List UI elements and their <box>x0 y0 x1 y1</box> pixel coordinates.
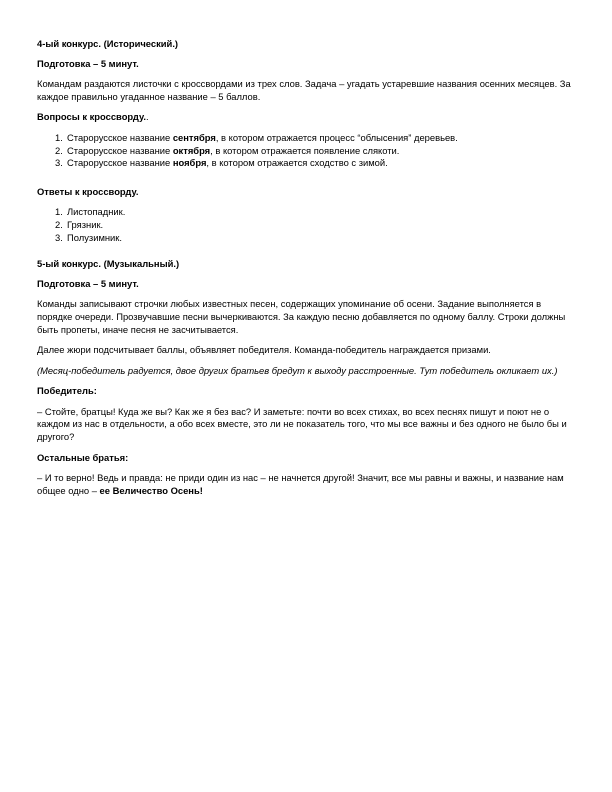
winner-speech: – Стойте, братцы! Куда же вы? Как же я без вас? И заметьте: почти во всех стихах, во всех песнях пишут и поют не о каждом из нас в отдельности, а обо всех вместе, это ли не показатель того, что мы все важны и без одного не было бы и другого? <box>37 405 567 443</box>
list-number: 1. <box>55 206 63 218</box>
winner-heading: Победитель: <box>37 385 97 397</box>
contest4-title: 4-ый конкурс. (Исторический.) <box>37 38 179 49</box>
list-number: 1. <box>55 131 63 143</box>
contest4-intro: Командам раздаются листочки с кроссвордами из трех слов. Задача – угадать устаревшие названия осенних месяцев. За каждое правильно угаданное название – 5 баллов. <box>37 78 571 102</box>
question-text: Старорусское название <box>67 131 173 143</box>
questions-list <box>37 132 577 170</box>
contest4-prep: Подготовка – 5 минут. <box>37 57 139 69</box>
brothers-speech-text: – И то верно! Ведь и правда: не приди один из нас – не начнется другой! Значит, все мы равны и важны, и название нам общее одно – <box>37 472 564 496</box>
contest5-title: 5-ый конкурс. (Музыкальный.) <box>37 258 180 270</box>
brothers-heading: Остальные братья: <box>37 451 129 463</box>
answer-text: Листопадник. <box>67 206 126 218</box>
question-text: Старорусское название <box>67 157 173 169</box>
list-item <box>37 132 577 145</box>
list-number: 2. <box>55 144 63 156</box>
list-item <box>37 219 577 232</box>
document-page <box>37 38 577 497</box>
contest5-intro: Команды записывают строчки любых известных песен, содержащих упоминание об осени. Задание выполняется в порядке очереди. Прозвучавшие песни вычеркиваются. За каждую песню добавляется по одному баллу. Строки должны быть пропеты, иначе песня не засчитывается. <box>37 298 566 335</box>
list-number: 3. <box>55 231 63 243</box>
contest5-prep: Подготовка – 5 минут. <box>37 277 139 289</box>
answers-list <box>37 206 577 244</box>
question-month: сентября <box>172 131 216 143</box>
brothers-speech-emphasis: ее Величество Осень! <box>99 484 203 496</box>
answer-text: Грязник. <box>67 218 104 230</box>
list-number: 2. <box>55 218 63 230</box>
question-text: , в котором отражается сходство с зимой. <box>206 157 388 169</box>
question-month: октября <box>172 144 211 156</box>
question-text: , в котором отражается процесс “облысения” деревьев. <box>215 131 458 143</box>
list-item <box>37 157 577 170</box>
brothers-speech <box>37 472 577 497</box>
question-text: , в котором отражается появление слякоти. <box>210 144 400 156</box>
question-text: Старорусское название <box>67 144 173 156</box>
list-number: 3. <box>55 157 63 169</box>
questions-title-suffix: . <box>145 111 149 123</box>
answer-text: Полузимник. <box>67 231 123 243</box>
question-month: ноября <box>172 157 207 169</box>
list-item <box>37 232 577 245</box>
list-item <box>37 145 577 158</box>
list-item <box>37 206 577 219</box>
contest4-answers-heading: Ответы к кроссворду. <box>37 185 139 197</box>
questions-title: Вопросы к кроссворду. <box>37 111 146 123</box>
contest5-jury: Далее жюри подсчитывает баллы, объявляет победителя. Команда-победитель награждается призами. <box>37 344 491 356</box>
contest4-questions-heading <box>37 111 577 124</box>
stage-note: (Месяц-победитель радуется, двое других братьев бредут к выходу расстроенные. Тут победитель окликает их.) <box>37 364 558 376</box>
